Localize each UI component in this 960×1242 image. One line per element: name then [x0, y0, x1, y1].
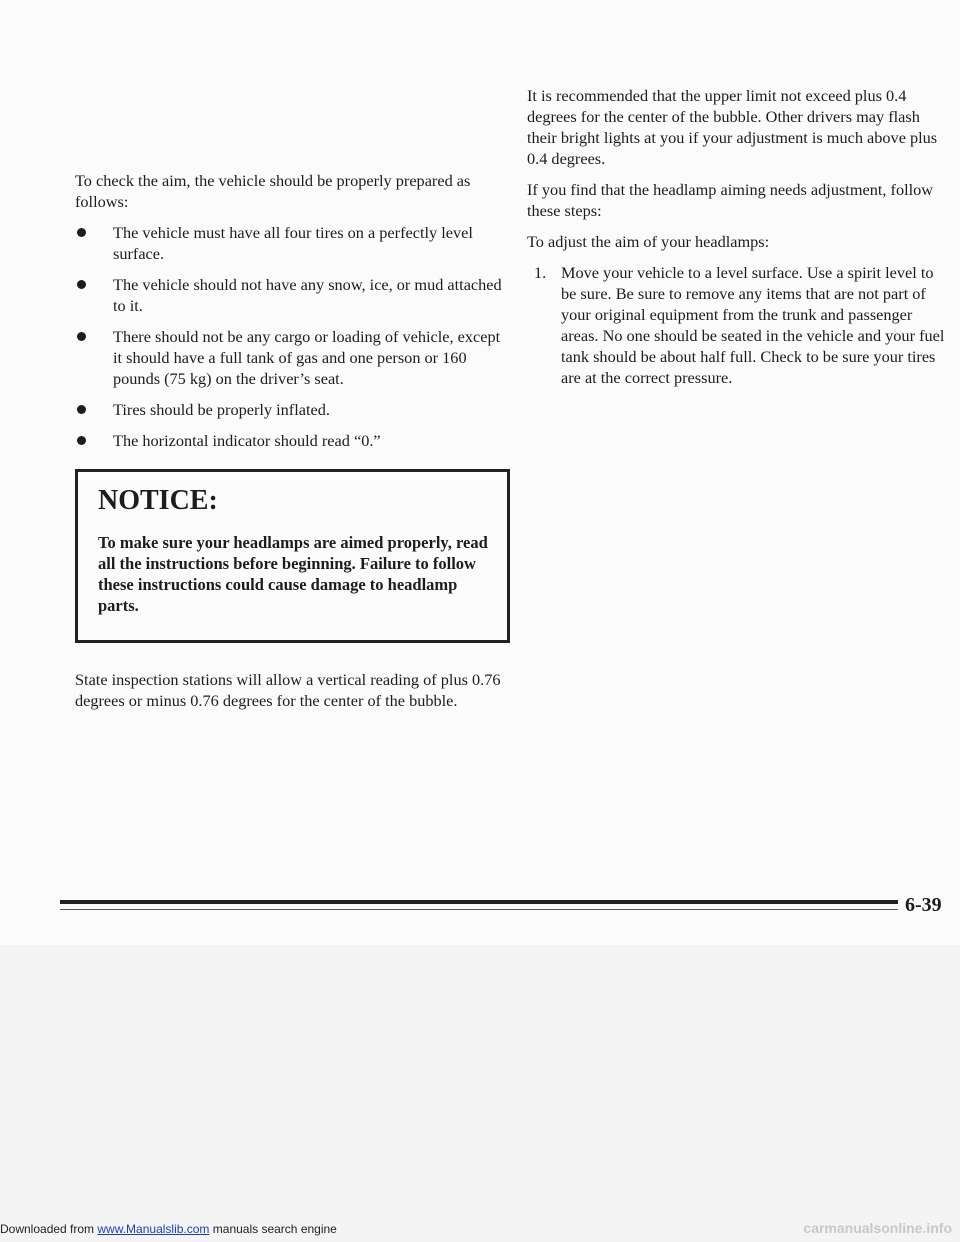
steps-list [527, 262, 947, 388]
watermark: carmanualsonline.info [803, 1220, 952, 1236]
manualslib-link[interactable]: www.Manualslib.com [97, 1222, 210, 1236]
list-item-text: The horizontal indicator should read “0.” [113, 431, 381, 450]
footer-rule-thick [60, 900, 898, 904]
preparation-list [75, 222, 510, 451]
footer-rule-thin [60, 909, 898, 910]
list-item [75, 399, 510, 420]
left-column [75, 170, 510, 721]
notice-box [75, 469, 510, 643]
page-number: 6-39 [905, 894, 942, 916]
adjustment-paragraph: If you find that the headlamp aiming needs adjustment, follow these steps: [527, 180, 934, 220]
bullet-icon [77, 332, 86, 341]
bullet-icon [77, 280, 86, 289]
list-item-text: The vehicle must have all four tires on a perfectly level surface. [113, 223, 473, 263]
footer-prefix: Downloaded from [0, 1222, 98, 1236]
list-item [75, 222, 510, 264]
right-column [527, 85, 947, 388]
steps-intro: To adjust the aim of your headlamps: [527, 232, 770, 251]
step-text: Move your vehicle to a level surface. Use a spirit level to be sure. Be sure to remove any items that are not part of your original equipment from the trunk and passenger areas. No one should be seated in the vehicle and your fuel tank should be about half full. Check to be sure your tires are at the correct pressure. [561, 263, 945, 387]
notice-title: NOTICE: [98, 485, 218, 516]
step-item [527, 262, 947, 388]
list-item-text: There should not be any cargo or loading of vehicle, except it should have a full tank of gas and one person or 160 pounds (75 kg) on the driver’s seat. [113, 327, 501, 388]
bullet-icon [77, 228, 86, 237]
intro-paragraph: To check the aim, the vehicle should be properly prepared as follows: [75, 171, 471, 211]
list-item [75, 274, 510, 316]
step-number: 1. [534, 263, 547, 282]
download-footer [0, 1222, 337, 1236]
footer-suffix: manuals search engine [209, 1222, 337, 1236]
list-item-text: The vehicle should not have any snow, ice, or mud attached to it. [113, 275, 502, 315]
bullet-icon [77, 405, 86, 414]
closing-paragraph: State inspection stations will allow a vertical reading of plus 0.76 degrees or minus 0.76 degrees for the center of the bubble. [75, 670, 501, 710]
list-item [75, 430, 510, 451]
list-item-text: Tires should be properly inflated. [113, 400, 330, 419]
list-item [75, 326, 510, 389]
notice-body: To make sure your headlamps are aimed properly, read all the instructions before beginning. Failure to follow these instructions could cause damage to headlamp parts. [98, 533, 488, 615]
bullet-icon [77, 436, 86, 445]
recommendation-paragraph: It is recommended that the upper limit not exceed plus 0.4 degrees for the center of the bubble. Other drivers may flash their bright lights at you if your adjustment is much above plus 0.4 degrees. [527, 86, 938, 168]
